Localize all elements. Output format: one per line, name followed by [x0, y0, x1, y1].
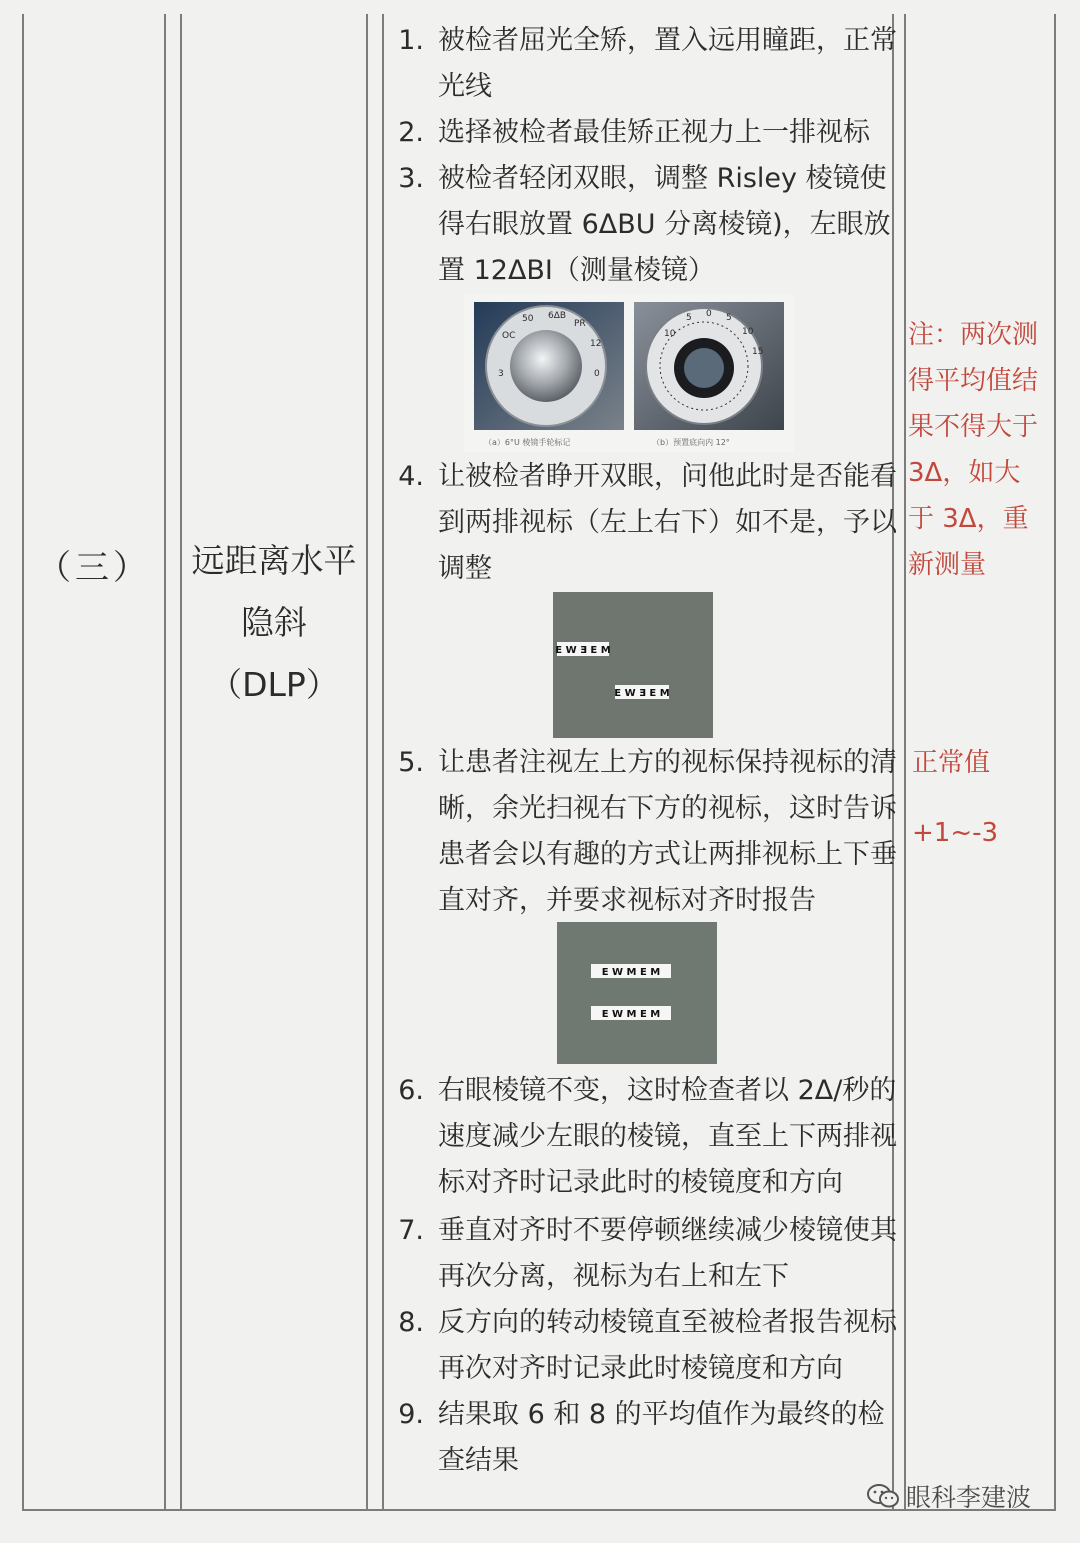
step-number: 5. — [398, 747, 424, 778]
table-divider-3 — [366, 14, 368, 1511]
table-divider-1 — [164, 14, 166, 1511]
dial-mark: 12 — [590, 339, 602, 349]
dial-mark: 15 — [752, 347, 764, 357]
dial-mark: 50 — [522, 314, 534, 324]
risley-prism-illustration — [464, 294, 794, 452]
wechat-icon — [866, 1483, 900, 1509]
dial-mark: 0 — [706, 309, 712, 319]
remark-note: 注：两次测得平均值结果不得大于3Δ，如大于 3Δ，重新测量 — [908, 320, 1039, 580]
step-text: 让患者注视左上方的视标保持视标的清晰，余光扫视右下方的视标，这时告诉患者会以有趣的方式让两排视标上下垂直对齐，并要求视标对齐时报告 — [438, 747, 897, 916]
section-title-line1: 远距离水平 — [191, 541, 357, 580]
prism-knob — [510, 330, 582, 402]
section-title-line3: （DLP） — [209, 665, 339, 704]
separated-targets-photo — [553, 592, 713, 738]
dial-mark: 6ΔB — [548, 311, 567, 321]
section-title-line2: 隐斜 — [241, 603, 307, 642]
dial-mark: 5 — [726, 313, 732, 323]
step-number: 9. — [398, 1399, 424, 1430]
target-letters-bottom: E W Ǝ E M — [614, 688, 670, 699]
watermark — [866, 1478, 1031, 1514]
aligned-targets-photo — [557, 922, 717, 1064]
dial-mark: 10 — [664, 329, 676, 339]
dial-mark: 5 — [686, 313, 692, 323]
step-text: 被检者屈光全矫，置入远用瞳距，正常光线 — [438, 25, 897, 102]
normal-value-label: 正常值 — [912, 748, 991, 778]
target-letters-top: E W Ǝ E M — [555, 645, 611, 656]
aligned-targets-illustration — [557, 922, 717, 1064]
watermark-text: 眼科李建波 — [906, 1483, 1032, 1512]
section-title — [166, 530, 382, 716]
figure-caption-a: （a）6°U 棱镜手轮标记 — [484, 438, 571, 447]
target-letters-upper: E W M E M — [601, 967, 661, 978]
step-text: 反方向的转动棱镜直至被检者报告视标再次对齐时记录此时棱镜度和方向 — [438, 1307, 897, 1384]
table-border-right — [1054, 14, 1056, 1511]
step-number: 7. — [398, 1215, 424, 1246]
table-divider-6 — [904, 14, 906, 1511]
step-text: 让被检者睁开双眼，问他此时是否能看到两排视标（左上右下）如不是，予以调整 — [438, 461, 897, 584]
section-number: （三） — [37, 548, 151, 588]
step-number: 2. — [398, 117, 424, 148]
dial-mark: 10 — [742, 327, 754, 337]
step-number: 6. — [398, 1075, 424, 1106]
dial-mark: 0 — [594, 369, 600, 379]
target-letters-lower: E W M E M — [601, 1009, 661, 1020]
dial-mark: PR — [574, 319, 586, 329]
table-border-left — [22, 14, 24, 1511]
step-number: 3. — [398, 163, 424, 194]
step-number: 4. — [398, 461, 424, 492]
table-divider-2 — [180, 14, 182, 1511]
step-number: 1. — [398, 25, 424, 56]
step-text: 垂直对齐时不要停顿继续减少棱镜使其再次分离，视标为右上和左下 — [438, 1215, 897, 1292]
normal-value-range: +1~-3 — [912, 818, 999, 848]
risley-prism-photo — [464, 294, 794, 452]
step-number: 8. — [398, 1307, 424, 1338]
step-text: 被检者轻闭双眼，调整 Risley 棱镜使得右眼放置 6ΔBU 分离棱镜)，左眼放置 12ΔBI（测量棱镜） — [438, 163, 891, 286]
step-text: 右眼棱镜不变，这时检查者以 2Δ/秒的速度减少左眼的棱镜，直至上下两排视标对齐时记录此时的棱镜度和方向 — [438, 1075, 897, 1198]
dial-mark: 3 — [498, 369, 504, 379]
step-text: 选择被检者最佳矫正视力上一排视标 — [438, 117, 870, 148]
dial-mark: OC — [502, 331, 516, 341]
step-text: 结果取 6 和 8 的平均值作为最终的检查结果 — [438, 1399, 885, 1476]
separated-targets-illustration — [553, 592, 713, 738]
figure-caption-b: （b）预置底向内 12° — [652, 438, 730, 447]
